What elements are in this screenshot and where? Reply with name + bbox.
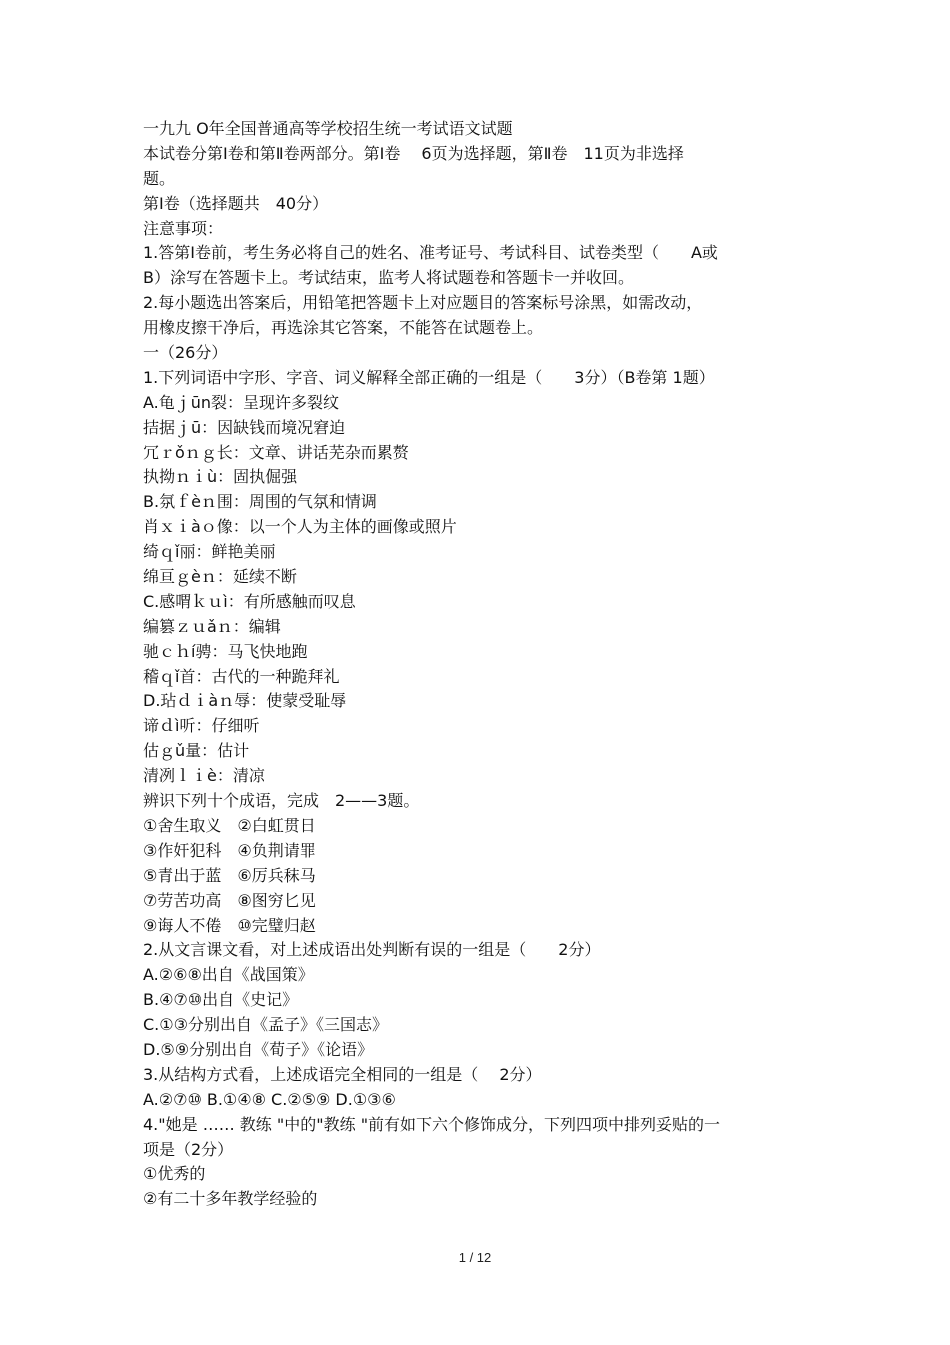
text-line: B.氛ｆèｎ围：周围的气氛和情调: [143, 492, 377, 512]
text-line: 用橡皮擦干净后，再选涂其它答案，不能答在试题卷上。: [143, 318, 544, 338]
text-line: D.⑤⑨分别出自《荀子》《论语》: [143, 1039, 374, 1059]
text-line: 4."她是 …… 教练 "中的"教练 "前有如下六个修饰成分，下列四项中排列妥贴的一: [143, 1114, 721, 1134]
text-line: 编篡ｚｕǎｎ：编辑: [143, 616, 281, 636]
text-line: ⑨诲人不倦 ⑩完璧归赵: [143, 915, 316, 935]
text-line: 题。: [143, 168, 176, 188]
text-line: C.感喟ｋｕì：有所感触而叹息: [143, 591, 356, 611]
text-line: ①舍生取义 ②白虹贯日: [143, 815, 316, 835]
text-line: 2.从文言课文看，对上述成语出处判断有误的一组是（ 2分）: [143, 940, 601, 960]
page-number: 1 / 12: [458, 1250, 492, 1265]
text-line: 2.每小题选出答案后，用铅笔把答题卡上对应题目的答案标号涂黑，如需改动，: [143, 293, 703, 313]
text-line: 清冽ｌｉè：清凉: [143, 766, 265, 786]
text-line: 绵亘ｇèｎ：延续不断: [143, 567, 297, 587]
text-line: B.④⑦⑩出自《史记》: [143, 990, 299, 1010]
text-line: ②有二十多年教学经验的: [143, 1189, 318, 1209]
text-line: A.②⑥⑧出自《战国策》: [143, 965, 314, 985]
text-line: 一（26分）: [143, 343, 228, 363]
text-line: ①优秀的: [143, 1164, 206, 1184]
text-line: 谛ｄì听：仔细听: [143, 716, 260, 736]
text-line: 一九九 O年全国普通高等学校招生统一考试语文试题: [143, 119, 513, 138]
text-line: 辨识下列十个成语，完成 2——3题。: [143, 791, 420, 811]
text-line: D.玷ｄｉàｎ辱：使蒙受耻辱: [143, 691, 347, 711]
text-line: 项是（2分）: [143, 1139, 234, 1159]
document-body: [143, 117, 823, 1212]
text-line: 拮据ｊū：因缺钱而境况窘迫: [143, 417, 346, 437]
text-line: 第Ⅰ卷（选择题共 40分）: [143, 193, 329, 213]
text-line: B）涂写在答题卡上。考试结束，监考人将试题卷和答题卡一并收回。: [143, 268, 634, 288]
text-line: 本试卷分第Ⅰ卷和第Ⅱ卷两部分。第Ⅰ卷 6页为选择题，第Ⅱ卷 11页为非选择: [143, 143, 684, 163]
text-line: 肖ｘｉàｏ像：以一个人为主体的画像或照片: [143, 517, 457, 537]
text-line: ⑤青出于蓝 ⑥厉兵秣马: [143, 865, 316, 885]
text-line: 冗ｒǒｎｇ长：文章、讲话芜杂而累赘: [143, 442, 409, 462]
text-line: 执拗ｎｉù：固执倔强: [143, 467, 298, 487]
text-line: ⑦劳苦功高 ⑧图穷匕见: [143, 890, 316, 910]
text-line: 3.从结构方式看，上述成语完全相同的一组是（ 2分）: [143, 1064, 542, 1084]
text-line: 1.答第Ⅰ卷前，考生务必将自己的姓名、准考证号、考试科目、试卷类型（ A或: [143, 243, 718, 263]
text-line: C.①③分别出自《孟子》《三国志》: [143, 1015, 388, 1035]
text-line: 稽ｑǐ首：古代的一种跪拜礼: [143, 666, 340, 686]
text-line: 驰ｃｈí骋：马飞快地跑: [143, 641, 308, 661]
text-line: 绮ｑǐ丽：鲜艳美丽: [143, 542, 276, 562]
text-line: A.②⑦⑩ B.①④⑧ C.②⑤⑨ D.①③⑥: [143, 1089, 396, 1109]
text-line: 1.下列词语中字形、字音、词义解释全部正确的一组是（ 3分）（B卷第 1题）: [143, 367, 715, 387]
text-line: 注意事项：: [143, 218, 224, 238]
text-line: 估ｇǔ量：估计: [143, 741, 250, 761]
text-line: ③作奸犯科 ④负荆请罪: [143, 840, 316, 860]
text-line: A.龟ｊūn裂：呈现许多裂纹: [143, 392, 340, 412]
